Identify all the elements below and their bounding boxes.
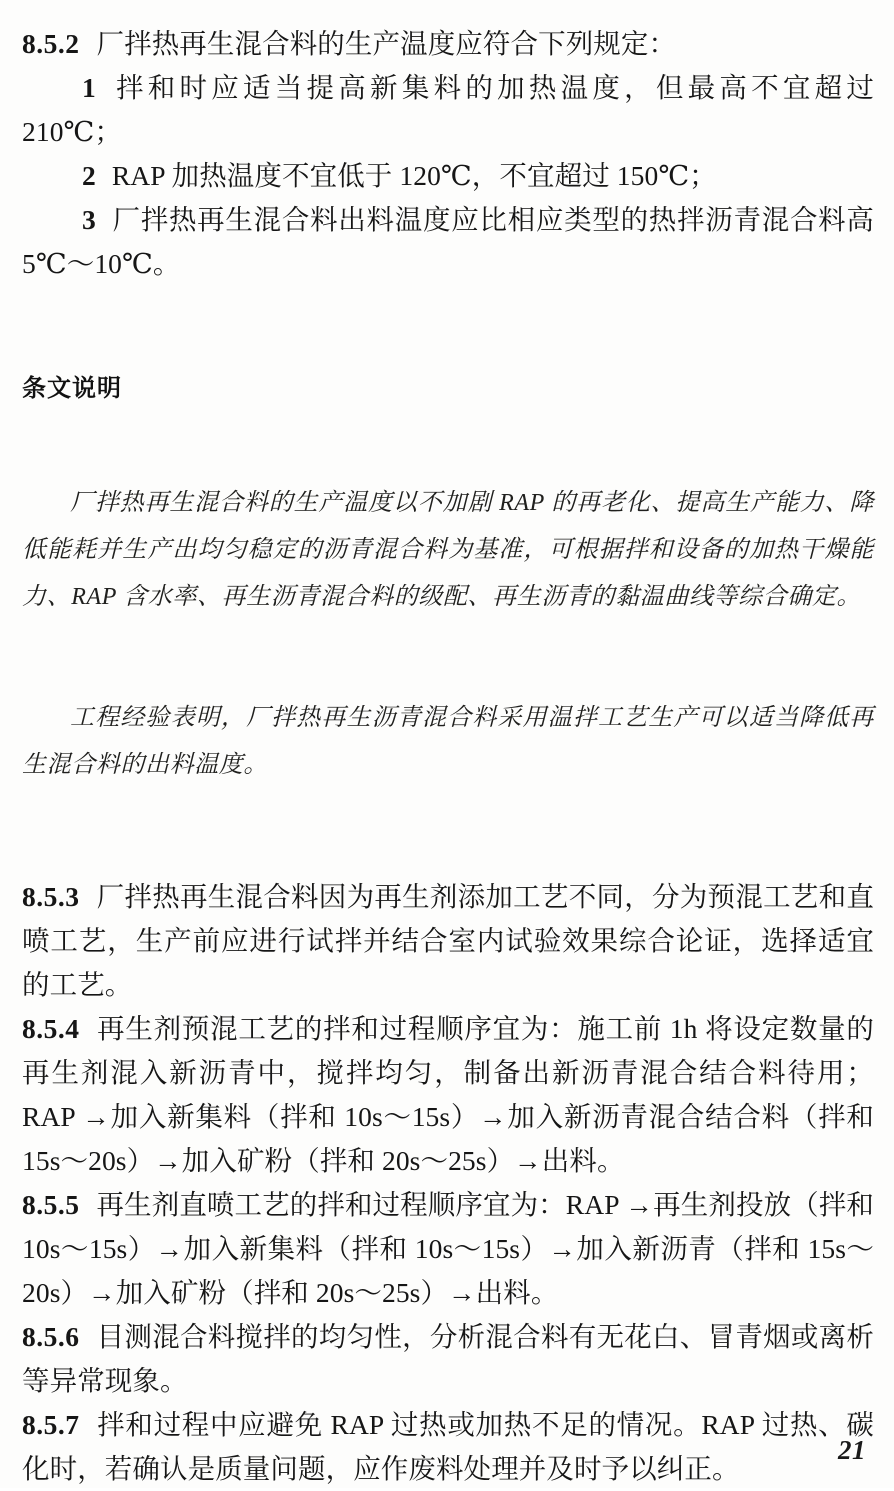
explanation-paragraph-2: 工程经验表明，厂拌热再生沥青混合料采用温拌工艺生产可以适当降低再生混合料的出料温度。 [22,705,874,778]
clause-8-5-2 [22,22,874,66]
clause-text: 拌和过程中应避免 RAP 过热或加热不足的情况。RAP 过热、碳化时，若确认是质量问题，应作废料处理并及时予以纠正。 [22,1409,874,1484]
item-text: RAP 加热温度不宜低于 120℃，不宜超过 150℃； [111,160,717,191]
page-number: 21 [838,1435,866,1465]
spacer [22,813,874,875]
clause-number: 8.5.3 [22,881,80,912]
clause-8-5-5 [22,1183,874,1315]
clause-text: 再生剂预混工艺的拌和过程顺序宜为：施工前 1h 将设定数量的再生剂混入新沥青中，搅拌均匀，制备出新沥青混合结合料待用；RAP →加入新集料（拌和 10s～15s）→加入新沥青混合结合料（拌和 15s～20s）→加入矿粉（拌和 20s～25s）→出料。 [22,1013,874,1176]
explanation-paragraph-1: 厂拌热再生混合料的生产温度以不加剧 RAP 的再老化、提高生产能力、降低能耗并生产出均匀稳定的沥青混合料为基准，可根据拌和设备的加热干燥能力、RAP 含水率、再生沥青混合料的级配、再生沥青的黏温曲线等综合确定。 [22,490,874,610]
clause-number: 8.5.6 [22,1321,80,1352]
clause-text: 厂拌热再生混合料因为再生剂添加工艺不同，分为预混工艺和直喷工艺，生产前应进行试拌并结合室内试验效果综合论证，选择适宜的工艺。 [22,881,874,1000]
spacer [22,645,874,671]
item-number: 2 [82,160,96,191]
clause-text: 厂拌热再生混合料的生产温度应符合下列规定： [96,28,677,59]
item-text: 拌和时应适当提高新集料的加热温度，但最高不宜超过 210℃； [22,72,874,147]
spacer [22,286,874,348]
clause-number: 8.5.7 [22,1409,80,1440]
clause-text: 再生剂直喷工艺的拌和过程顺序宜为：RAP →再生剂投放（拌和 10s～15s）→加入新集料（拌和 10s～15s）→加入新沥青（拌和 15s～20s）→加入矿粉（拌和 20s～25s）→出料。 [22,1189,874,1308]
item-number: 1 [82,72,96,103]
page-content [22,22,874,1491]
clause-text: 目测混合料搅拌的均匀性，分析混合料有无花白、冒青烟或离析等异常现象。 [22,1321,874,1396]
clause-number: 8.5.4 [22,1013,80,1044]
clause-8-5-6 [22,1315,874,1403]
explanation-heading: 条文说明 [22,375,122,402]
clause-item-3 [22,198,874,286]
clause-item-1 [22,66,874,154]
item-number: 3 [82,204,96,235]
clause-number: 8.5.5 [22,1189,80,1220]
clause-item-2 [22,154,874,198]
clause-8-5-4 [22,1007,874,1183]
clause-8-5-3 [22,875,874,1007]
clause-8-5-7 [22,1403,874,1491]
item-text: 厂拌热再生混合料出料温度应比相应类型的热拌沥青混合料高 5℃～10℃。 [22,204,874,279]
clause-number: 8.5.2 [22,28,80,59]
spacer [22,430,874,456]
